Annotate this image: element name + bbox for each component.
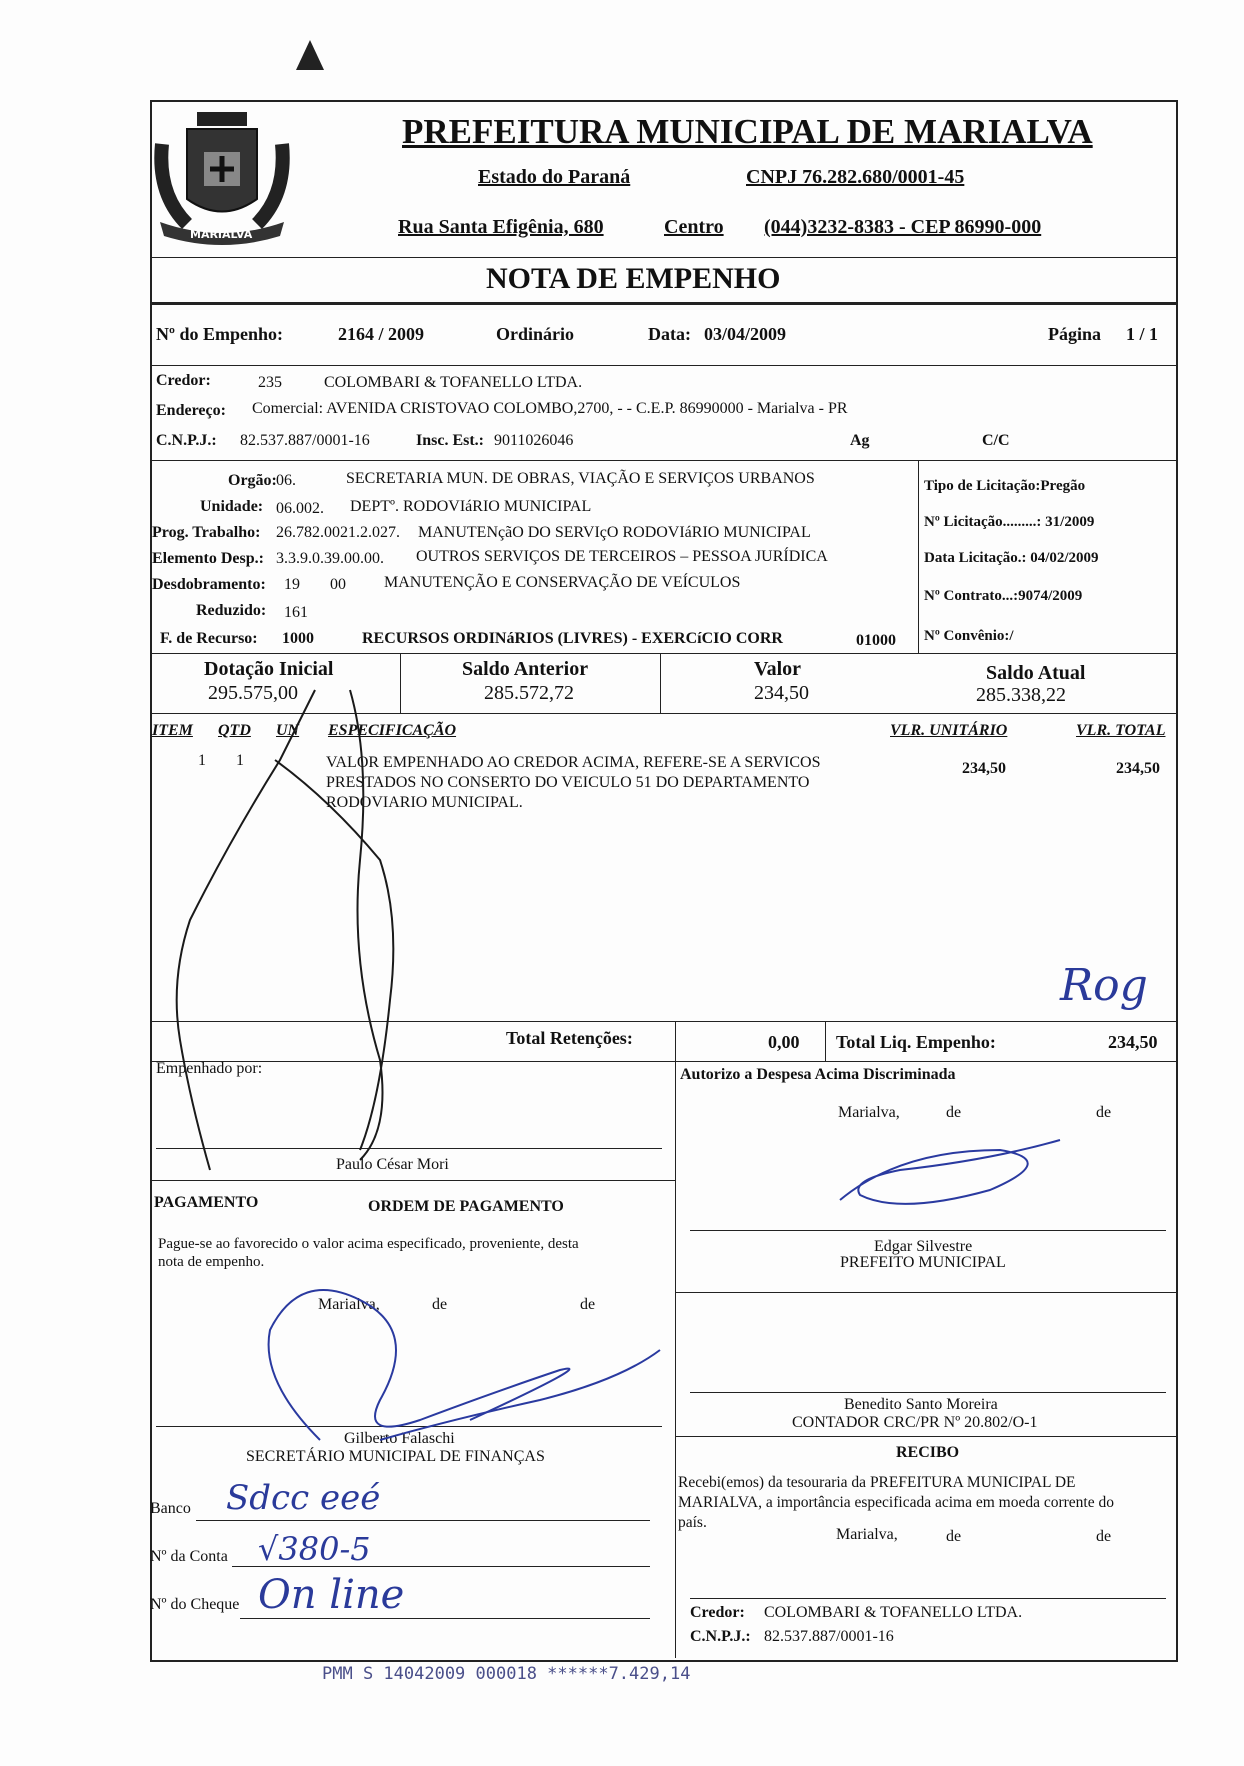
pagamento-de2: de <box>580 1296 596 1313</box>
unidade-name: DEPTº. RODOVIáRIO MUNICIPAL <box>350 498 592 515</box>
recurso-name: RECURSOS ORDINáRIOS (LIVRES) - EXERCíCIO CORR <box>362 630 783 647</box>
credor-name: COLOMBARI & TOFANELLO LTDA. <box>324 374 583 391</box>
orgao-code: 06. <box>276 472 296 489</box>
saldo-anterior-value: 285.572,72 <box>484 682 574 704</box>
pagamento-text-1: Pague-se ao favorecido o valor acima especificado, proveniente, desta <box>158 1236 579 1252</box>
desdobramento-name: MANUTENÇÃO E CONSERVAÇÃO DE VEÍCULOS <box>384 574 741 591</box>
cc-label: C/C <box>982 432 1010 449</box>
secretario-name: Gilberto Falaschi <box>344 1430 455 1447</box>
scan-smudge <box>296 40 324 70</box>
reduzido-label: Reduzido: <box>196 602 267 619</box>
prog-name: MANUTENçãO DO SERVIçO RODOVIáRIO MUNICIPAL <box>418 524 811 541</box>
state-name: Estado do Paraná <box>478 166 631 188</box>
desdobramento-code: 19 <box>284 576 300 593</box>
address-label: Endereço: <box>156 402 226 419</box>
orgao-label: Orgão: <box>228 472 277 489</box>
secretario-role: SECRETÁRIO MUNICIPAL DE FINANÇAS <box>246 1448 545 1465</box>
recurso-code: 1000 <box>282 630 314 647</box>
item-total-value: 234,50 <box>1116 760 1160 777</box>
pagamento-label: PAGAMENTO <box>154 1194 259 1211</box>
elemento-label: Elemento Desp.: <box>152 550 264 567</box>
header-phone-cep: (044)3232-8383 - CEP 86990-000 <box>764 216 1042 238</box>
licitacao-numero: Nº Licitação.........: 31/2009 <box>924 514 1095 530</box>
empenhado-label: Empenhado por: <box>156 1060 263 1077</box>
recibo-title: RECIBO <box>896 1444 960 1461</box>
cnpj-label: C.N.P.J.: <box>156 432 217 449</box>
saldo-atual-label: Saldo Atual <box>986 662 1086 684</box>
col-un: UN <box>276 722 300 739</box>
recurso-sub: 01000 <box>856 632 896 649</box>
item-unit-value: 234,50 <box>962 760 1006 777</box>
recibo-credor-label: Credor: <box>690 1604 745 1621</box>
desdobramento-label: Desdobramento: <box>152 576 266 593</box>
insc-label: Insc. Est.: <box>416 432 485 449</box>
pagamento-de1: de <box>432 1296 448 1313</box>
elemento-name: OUTROS SERVIÇOS DE TERCEIROS – PESSOA JURÍDICA <box>416 548 828 565</box>
prefeito-name: Edgar Silvestre <box>874 1238 973 1255</box>
ordem-pagamento-label: ORDEM DE PAGAMENTO <box>368 1198 564 1215</box>
empenho-type: Ordinário <box>496 324 575 344</box>
retencoes-value: 0,00 <box>768 1032 800 1052</box>
dotacao-label: Dotação Inicial <box>204 658 334 680</box>
saldo-atual-value: 285.338,22 <box>976 684 1066 706</box>
reduzido-value: 161 <box>284 604 308 621</box>
prog-label: Prog. Trabalho: <box>152 524 261 541</box>
conta-label: Nº da Conta <box>150 1548 228 1565</box>
unidade-code: 06.002. <box>276 500 324 517</box>
recibo-cnpj: 82.537.887/0001-16 <box>764 1628 894 1645</box>
elemento-code: 3.3.9.0.39.00.00. <box>276 550 384 567</box>
recibo-place: Marialva, <box>836 1526 898 1543</box>
header-address: Rua Santa Efigênia, 680 <box>398 216 604 238</box>
desdobramento-sub: 00 <box>330 576 346 593</box>
credor-cnpj: 82.537.887/0001-16 <box>240 432 370 449</box>
credor-address: Comercial: AVENIDA CRISTOVAO COLOMBO,2700, - - C.E.P. 86990000 - Marialva - PR <box>252 400 848 417</box>
seal-text: MARIALVA <box>190 228 253 241</box>
valor-value: 234,50 <box>754 682 809 704</box>
page-title: PREFEITURA MUNICIPAL DE MARIALVA <box>402 112 1093 151</box>
insc-value: 9011026046 <box>494 432 574 449</box>
prefeito-role: PREFEITO MUNICIPAL <box>840 1254 1006 1271</box>
saldo-anterior-label: Saldo Anterior <box>462 658 589 680</box>
empenho-date-label: Data: <box>648 324 691 344</box>
recibo-text-3: país. <box>678 1514 707 1531</box>
col-especificacao: ESPECIFICAÇÃO <box>328 722 457 739</box>
licitacao-tipo: Tipo de Licitação:Pregão <box>924 478 1086 494</box>
empenho-date: 03/04/2009 <box>704 324 787 344</box>
bank-stamp: PMM S 14042009 000018 ******7.429,14 <box>322 1664 691 1684</box>
banco-handwritten: Sdcc eeé <box>226 1478 381 1518</box>
liq-empenho-value: 234,50 <box>1108 1032 1158 1052</box>
autorizo-place: Marialva, <box>838 1104 900 1121</box>
recibo-de2: de <box>1096 1528 1112 1545</box>
licitacao-convenio: Nº Convênio:/ <box>924 628 1014 644</box>
empenhado-name: Paulo César Mori <box>336 1156 449 1173</box>
empenho-number-label: Nº do Empenho: <box>156 324 283 344</box>
item-desc-line2: PRESTADOS NO CONSERTO DO VEICULO 51 DO DEPARTAMENTO <box>326 774 810 791</box>
prog-code: 26.782.0021.2.027. <box>276 524 400 541</box>
credor-label: Credor: <box>156 372 211 389</box>
credor-code: 235 <box>258 374 282 391</box>
licitacao-contrato: Nº Contrato...:9074/2009 <box>924 588 1083 604</box>
ag-label: Ag <box>850 432 870 449</box>
item-desc-line3: RODOVIARIO MUNICIPAL. <box>326 794 523 811</box>
item-number: 1 <box>198 752 206 769</box>
recibo-text-2: MARIALVA, a importância especificada acima em moeda corrente do <box>678 1494 1114 1511</box>
banco-label: Banco <box>150 1500 191 1517</box>
dotacao-value: 295.575,00 <box>208 682 298 704</box>
liq-empenho-label: Total Liq. Empenho: <box>836 1032 996 1052</box>
valor-label: Valor <box>754 658 802 680</box>
autorizo-de2: de <box>1096 1104 1112 1121</box>
pagamento-text-2: nota de empenho. <box>158 1254 265 1270</box>
document-title: NOTA DE EMPENHO <box>486 262 781 295</box>
autorizo-de1: de <box>946 1104 962 1121</box>
pagamento-place: Marialva, <box>318 1296 380 1313</box>
page-label: Página <box>1048 324 1102 344</box>
item-qtd: 1 <box>236 752 244 769</box>
recurso-label: F. de Recurso: <box>160 630 258 647</box>
unidade-label: Unidade: <box>200 498 264 515</box>
col-vlr-total: VLR. TOTAL <box>1076 722 1166 739</box>
handwritten-note: Rog <box>1060 960 1148 1011</box>
orgao-name: SECRETARIA MUN. DE OBRAS, VIAÇÃO E SERVIÇOS URBANOS <box>346 470 815 487</box>
header-district: Centro <box>664 216 724 238</box>
col-vlr-unitario: VLR. UNITÁRIO <box>890 722 1008 739</box>
conta-handwritten: √380-5 <box>258 1530 371 1568</box>
licitacao-data: Data Licitação.: 04/02/2009 <box>924 550 1099 566</box>
recibo-credor-name: COLOMBARI & TOFANELLO LTDA. <box>764 1604 1023 1621</box>
col-qtd: QTD <box>218 722 251 739</box>
retencoes-label: Total Retenções: <box>506 1028 633 1048</box>
col-item: ITEM <box>152 722 193 739</box>
municipal-seal <box>152 104 292 254</box>
cheque-handwritten: On line <box>258 1572 405 1618</box>
recibo-text-1: Recebi(emos) da tesouraria da PREFEITURA MUNICIPAL DE <box>678 1474 1076 1491</box>
item-desc-line1: VALOR EMPENHADO AO CREDOR ACIMA, REFERE-SE A SERVICOS <box>326 754 821 771</box>
contador-name: Benedito Santo Moreira <box>844 1396 998 1413</box>
page-number: 1 / 1 <box>1126 324 1159 344</box>
recibo-de1: de <box>946 1528 962 1545</box>
header-cnpj: CNPJ 76.282.680/0001-45 <box>746 166 965 188</box>
empenho-number: 2164 / 2009 <box>338 324 425 344</box>
contador-role: CONTADOR CRC/PR Nº 20.802/O-1 <box>792 1414 1038 1431</box>
cheque-label: Nº do Cheque <box>150 1596 240 1613</box>
recibo-cnpj-label: C.N.P.J.: <box>690 1628 751 1645</box>
autorizo-label: Autorizo a Despesa Acima Discriminada <box>680 1066 956 1083</box>
